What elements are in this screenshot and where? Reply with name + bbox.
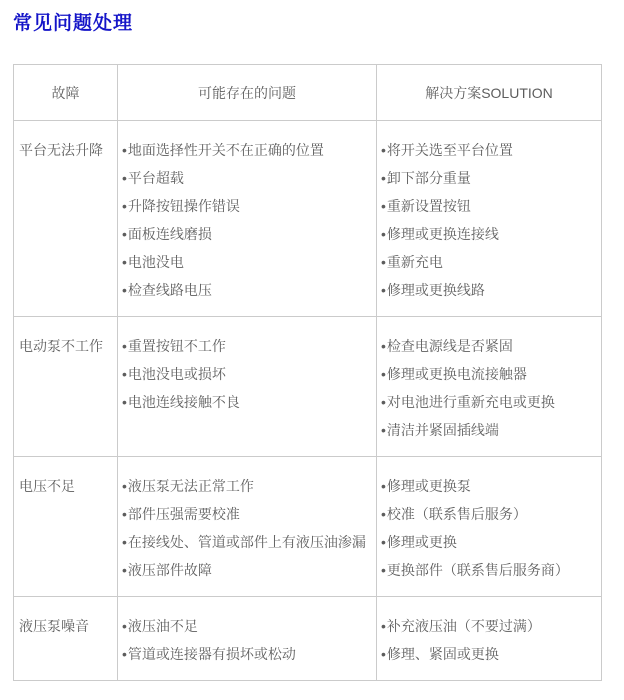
bullet-item	[381, 416, 597, 444]
troubleshooting-table	[13, 64, 602, 681]
page-title: 常见问题处理	[13, 13, 134, 34]
bullet-item	[122, 276, 372, 304]
fault-cell: 液压泵噪音	[14, 597, 118, 681]
bullet-item	[122, 136, 372, 164]
bullet-icon: •	[381, 646, 386, 662]
bullet-text: 清洁并紧固插线端	[386, 422, 499, 438]
bullet-item	[122, 612, 372, 640]
solution-list-cell	[377, 317, 602, 457]
bullet-text: 液压泵无法正常工作	[127, 478, 254, 494]
table-row	[14, 317, 602, 457]
bullet-icon: •	[122, 170, 127, 186]
bullet-icon: •	[122, 534, 127, 550]
bullet-text: 平台超载	[127, 170, 184, 186]
bullet-icon: •	[381, 506, 386, 522]
bullet-icon: •	[381, 254, 386, 270]
bullet-icon: •	[381, 282, 386, 298]
bullet-icon: •	[381, 618, 386, 634]
bullet-item	[122, 388, 372, 416]
bullet-text: 重新设置按钮	[386, 198, 471, 214]
bullet-text: 修理或更换连接线	[386, 226, 499, 242]
bullet-item	[122, 220, 372, 248]
bullet-icon: •	[381, 534, 386, 550]
bullet-text: 对电池进行重新充电或更换	[386, 394, 555, 410]
header-fault: 故障	[14, 65, 118, 121]
header-possible-problems: 可能存在的问题	[118, 65, 377, 121]
table-row	[14, 597, 602, 681]
bullet-text: 补充液压油（不要过满）	[386, 618, 541, 634]
bullet-icon: •	[381, 562, 386, 578]
bullet-item	[381, 612, 597, 640]
bullet-text: 修理或更换泵	[386, 478, 471, 494]
bullet-item	[381, 528, 597, 556]
bullet-icon: •	[122, 254, 127, 270]
bullet-icon: •	[122, 646, 127, 662]
bullet-item	[122, 472, 372, 500]
bullet-item	[122, 248, 372, 276]
bullet-text: 修理或更换线路	[386, 282, 485, 298]
bullet-icon: •	[122, 562, 127, 578]
bullet-icon: •	[381, 422, 386, 438]
bullet-text: 重新充电	[386, 254, 443, 270]
table-row	[14, 121, 602, 317]
bullet-text: 升降按钮操作错误	[127, 198, 240, 214]
bullet-item	[381, 556, 597, 584]
bullet-item	[381, 500, 597, 528]
bullet-item	[122, 500, 372, 528]
fault-cell: 平台无法升降	[14, 121, 118, 317]
bullet-item	[122, 528, 372, 556]
bullet-item	[381, 192, 597, 220]
problem-list-cell	[118, 597, 377, 681]
bullet-text: 电池没电	[127, 254, 184, 270]
bullet-item	[122, 332, 372, 360]
bullet-text: 部件压强需要校准	[127, 506, 240, 522]
bullet-item	[381, 388, 597, 416]
bullet-icon: •	[381, 338, 386, 354]
header-solution: 解决方案SOLUTION	[377, 65, 602, 121]
bullet-item	[381, 248, 597, 276]
bullet-item	[122, 640, 372, 668]
fault-cell: 电动泵不工作	[14, 317, 118, 457]
bullet-text: 管道或连接器有损坏或松动	[127, 646, 296, 662]
bullet-icon: •	[122, 198, 127, 214]
bullet-icon: •	[381, 394, 386, 410]
fault-cell: 电压不足	[14, 457, 118, 597]
problem-list-cell	[118, 317, 377, 457]
bullet-text: 液压油不足	[127, 618, 198, 634]
table-header-row	[14, 65, 602, 121]
bullet-icon: •	[122, 618, 127, 634]
bullet-item	[381, 276, 597, 304]
bullet-text: 电池没电或损坏	[127, 366, 226, 382]
bullet-item	[122, 164, 372, 192]
bullet-text: 液压部件故障	[127, 562, 212, 578]
bullet-icon: •	[122, 394, 127, 410]
table-body	[14, 121, 602, 681]
bullet-item	[381, 136, 597, 164]
problem-list-cell	[118, 121, 377, 317]
bullet-text: 检查线路电压	[127, 282, 212, 298]
bullet-icon: •	[122, 338, 127, 354]
bullet-item	[381, 360, 597, 388]
bullet-text: 在接线处、管道或部件上有液压油渗漏	[127, 534, 366, 550]
bullet-icon: •	[381, 366, 386, 382]
bullet-icon: •	[381, 198, 386, 214]
bullet-text: 修理或更换电流接触器	[386, 366, 527, 382]
bullet-item	[122, 556, 372, 584]
bullet-item	[122, 360, 372, 388]
bullet-text: 将开关选至平台位置	[386, 142, 513, 158]
bullet-text: 检查电源线是否紧固	[386, 338, 513, 354]
bullet-icon: •	[381, 142, 386, 158]
bullet-icon: •	[122, 282, 127, 298]
bullet-icon: •	[381, 226, 386, 242]
bullet-text: 重置按钮不工作	[127, 338, 226, 354]
bullet-text: 电池连线接触不良	[127, 394, 240, 410]
solution-list-cell	[377, 457, 602, 597]
problem-list-cell	[118, 457, 377, 597]
bullet-icon: •	[122, 142, 127, 158]
bullet-icon: •	[122, 226, 127, 242]
bullet-item	[381, 164, 597, 192]
bullet-item	[122, 192, 372, 220]
solution-list-cell	[377, 121, 602, 317]
bullet-item	[381, 640, 597, 668]
bullet-text: 校准（联系售后服务）	[386, 506, 527, 522]
bullet-text: 更换部件（联系售后服务商）	[386, 562, 569, 578]
bullet-text: 地面选择性开关不在正确的位置	[127, 142, 324, 158]
bullet-icon: •	[122, 366, 127, 382]
table-row	[14, 457, 602, 597]
solution-list-cell	[377, 597, 602, 681]
bullet-text: 面板连线磨损	[127, 226, 212, 242]
bullet-item	[381, 472, 597, 500]
bullet-text: 卸下部分重量	[386, 170, 471, 186]
bullet-text: 修理或更换	[386, 534, 457, 550]
bullet-text: 修理、紧固或更换	[386, 646, 499, 662]
bullet-icon: •	[122, 478, 127, 494]
bullet-icon: •	[381, 170, 386, 186]
bullet-item	[381, 220, 597, 248]
bullet-icon: •	[122, 506, 127, 522]
bullet-icon: •	[381, 478, 386, 494]
bullet-item	[381, 332, 597, 360]
